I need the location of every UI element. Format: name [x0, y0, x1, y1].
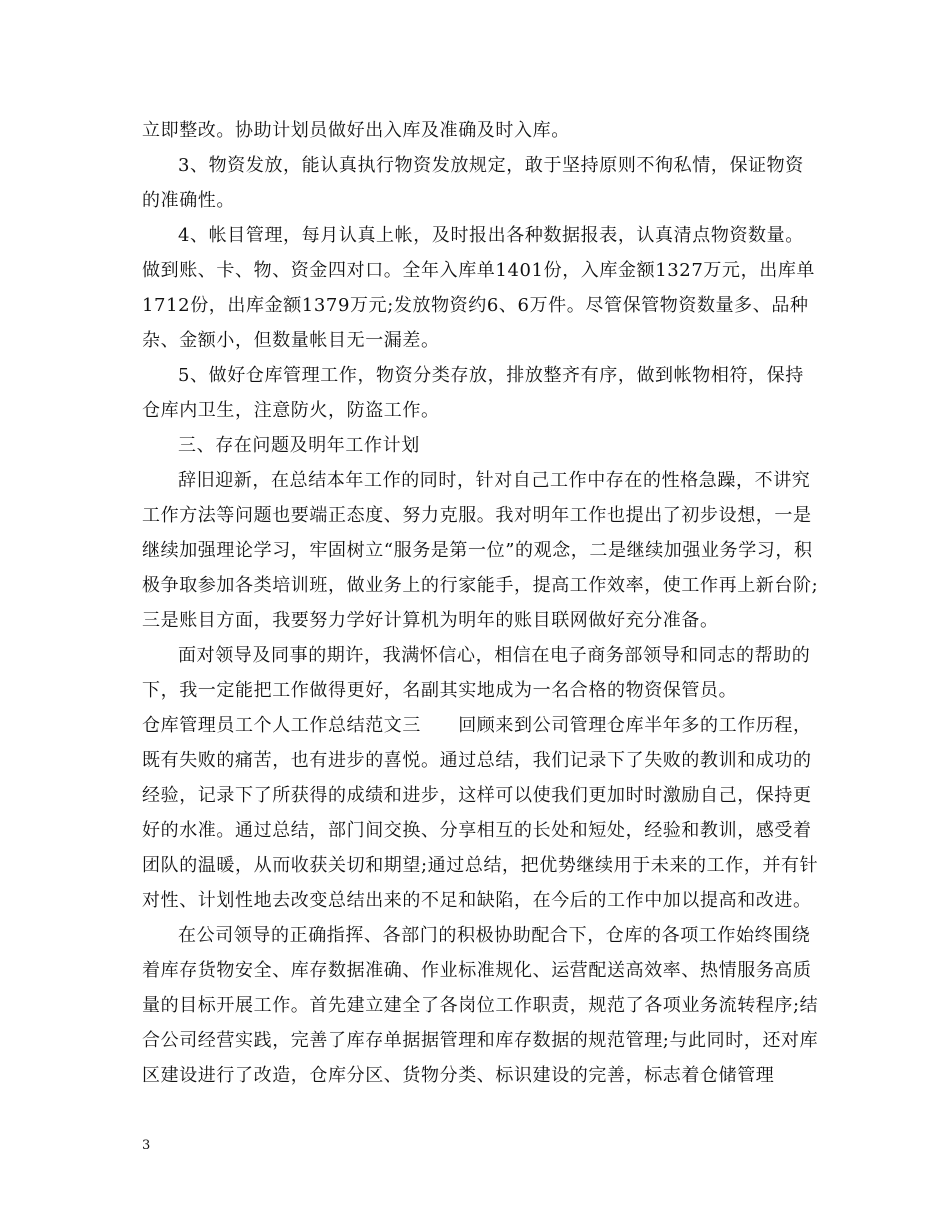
document-body: [142, 113, 822, 1093]
paragraph-5: 辞旧迎新，在总结本年工作的同时，针对自己工作中存在的性格急躁，不讲究工作方法等问题也要端正态度、努力克服。我对明年工作也提出了初步设想，一是继续加强理论学习，牢固树立“服务是第一位”的观念，二是继续加强业务学习，积极争取参加各类培训班，做业务上的行家能手，提高工作效率，使工作再上新台阶;三是账目方面，我要努力学好计算机为明年的账目联网做好充分准备。: [142, 470, 819, 631]
page-number: 3: [142, 1138, 151, 1153]
paragraph-2: 3、物资发放，能认真执行物资发放规定，敢于坚持原则不徇私情，保证物资的准确性。: [142, 155, 804, 211]
section-heading: 三、存在问题及明年工作计划: [178, 435, 420, 456]
paragraph-8: 在公司领导的正确指挥、各部门的积极协助配合下，仓库的各项工作始终围绕着库存货物安全、库存数据准确、作业标准规化、运营配送高效率、热情服务高质量的目标开展工作。首先建立建全了各岗位工作职责，规范了各项业务流转程序;结合公司经营实践，完善了库存单据据管理和库存数据的规范管理;与此同时，还对库区建设进行了改造，仓库分区、货物分类、标识建设的完善，标志着仓储管理: [142, 925, 819, 1086]
paragraph-7: 仓库管理员工个人工作总结范文三 回顾来到公司管理仓库半年多的工作历程，既有失败的痛苦，也有进步的喜悦。通过总结，我们记录下了失败的教训和成功的经验，记录下了所获得的成绩和进步，这样可以使我们更加时时激励自己，保持更好的水准。通过总结，部门间交换、分享相互的长处和短处，经验和教训，感受着团队的温暖，从而收获关切和期望;通过总结，把优势继续用于未来的工作，并有针对性、计划性地去改变总结出来的不足和缺陷，在今后的工作中加以提高和改进。: [142, 715, 819, 911]
paragraph-4: 5、做好仓库管理工作，物资分类存放，排放整齐有序，做到帐物相符，保持仓库内卫生，注意防火，防盗工作。: [142, 365, 804, 421]
paragraph-6: 面对领导及同事的期许，我满怀信心，相信在电子商务部领导和同志的帮助的下，我一定能把工作做得更好，名副其实地成为一名合格的物资保管员。: [142, 645, 811, 701]
paragraph-3: 4、帐目管理，每月认真上帐，及时报出各种数据报表，认真清点物资数量。做到账、卡、物、资金四对口。全年入库单1401份，入库金额1327万元，出库单1712份，出库金额1379万元;发放物资约6、6万件。尽管保管物资数量多、品种杂、金额小，但数量帐目无一漏差。: [142, 225, 816, 351]
paragraph-1: 立即整改。协助计划员做好出入库及准确及时入库。: [142, 120, 570, 141]
